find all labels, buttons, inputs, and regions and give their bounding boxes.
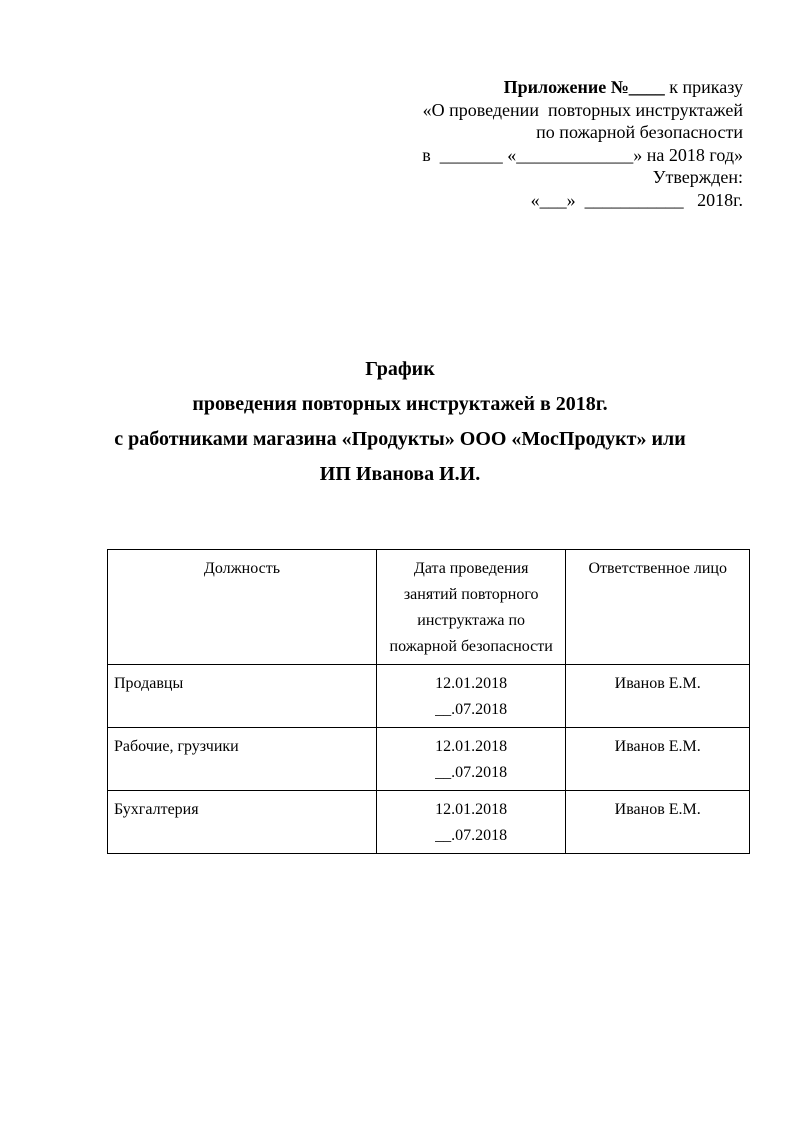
schedule-table xyxy=(107,549,750,854)
row-responsible: Иванов Е.М. xyxy=(566,728,750,791)
row-date-2: __.07.2018 xyxy=(435,701,508,718)
appendix-header xyxy=(323,76,743,211)
row-position: Рабочие, грузчики xyxy=(108,728,377,791)
title-line-4: ИП Иванова И.И. xyxy=(319,463,481,485)
table-header-row xyxy=(108,550,750,665)
row-dates xyxy=(376,728,565,791)
row-position: Бухгалтерия xyxy=(108,791,377,854)
row-dates xyxy=(376,665,565,728)
appendix-line xyxy=(323,76,743,99)
title-line-1: График xyxy=(365,358,435,380)
header-date-line: занятий повторного xyxy=(403,586,539,603)
row-date-1: 12.01.2018 xyxy=(435,801,508,818)
header-date-line: пожарной безопасности xyxy=(389,638,553,655)
table-row xyxy=(108,728,750,791)
title-line-2: проведения повторных инструктажей в 2018г. xyxy=(192,393,608,415)
row-date-1: 12.01.2018 xyxy=(435,675,508,692)
row-date-2: __.07.2018 xyxy=(435,827,508,844)
title-line-3: с работниками магазина «Продукты» ООО «МосПродукт» или xyxy=(114,428,686,450)
appendix-order-ref: к приказу xyxy=(664,77,743,97)
table-row xyxy=(108,665,750,728)
approved-label: Утвержден: xyxy=(652,167,743,187)
header-date-line: Дата проведения xyxy=(413,560,529,577)
row-date-1: 12.01.2018 xyxy=(435,738,508,755)
appendix-number: Приложение №____ xyxy=(503,77,665,97)
row-position: Продавцы xyxy=(108,665,377,728)
organization-line: в _______ «_____________» на 2018 год» xyxy=(422,144,743,165)
row-dates xyxy=(376,791,565,854)
header-date xyxy=(376,550,565,665)
approval-date-line: «___» ___________ 2018г. xyxy=(530,189,743,210)
row-date-2: __.07.2018 xyxy=(435,764,508,781)
order-title: «О проведении повторных инструктажей xyxy=(422,99,743,120)
header-position: Должность xyxy=(108,550,377,665)
header-responsible: Ответственное лицо xyxy=(566,550,750,665)
table-row xyxy=(108,791,750,854)
order-title-continued: по пожарной безопасности xyxy=(536,122,743,142)
row-responsible: Иванов Е.М. xyxy=(566,665,750,728)
row-responsible: Иванов Е.М. xyxy=(566,791,750,854)
header-date-line: инструктажа по xyxy=(417,612,526,629)
document-title xyxy=(0,352,800,492)
